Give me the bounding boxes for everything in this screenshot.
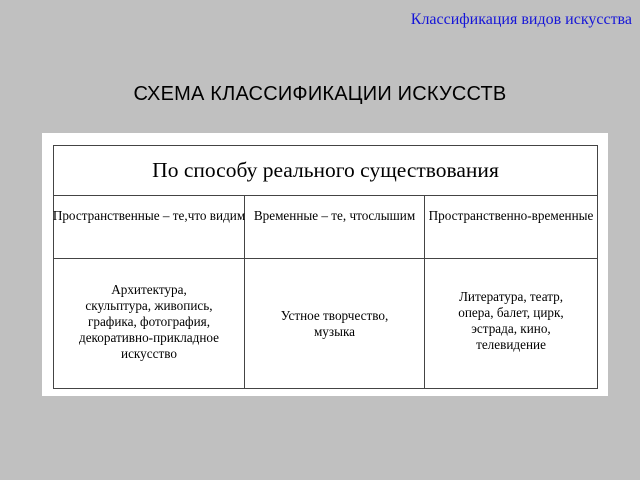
category-cell-spatial bbox=[54, 196, 245, 259]
cell-line: Временные – те, что bbox=[253, 208, 369, 223]
cell-line: декоративно-прикладное bbox=[78, 329, 219, 345]
cell-line: Литература, театр, bbox=[458, 288, 564, 304]
slide-header-topic: Классификация видов искусства bbox=[410, 11, 632, 28]
cell-line: скульптура, живопись, bbox=[85, 297, 213, 313]
table-heading: По способу реального существования bbox=[54, 146, 597, 196]
category-cell-temporal bbox=[245, 196, 425, 259]
slide-title: СХЕМА КЛАССИФИКАЦИИ ИСКУССТВ bbox=[133, 83, 507, 105]
cell-line: искусство bbox=[121, 345, 177, 361]
cell-line: временные bbox=[531, 208, 594, 223]
cell-line: Пространственные – те, bbox=[52, 208, 188, 223]
cell-line: Устное творчество, bbox=[280, 307, 389, 323]
cell-line: что видим bbox=[187, 208, 246, 223]
cell-line: Пространственно- bbox=[428, 208, 532, 223]
cell-line: музыка bbox=[313, 323, 356, 339]
examples-cell-spatiotemporal bbox=[425, 259, 597, 388]
examples-cell-temporal bbox=[245, 259, 425, 388]
examples-cell-spatial bbox=[54, 259, 245, 388]
classification-table-image bbox=[42, 133, 608, 396]
category-cell-spatiotemporal bbox=[425, 196, 597, 259]
cell-line: графика, фотография, bbox=[87, 313, 211, 329]
cell-line: слышим bbox=[368, 208, 416, 223]
classification-table bbox=[53, 145, 598, 389]
cell-line: опера, балет, цирк, bbox=[458, 304, 564, 320]
cell-line: эстрада, кино, bbox=[471, 320, 551, 336]
cell-line: Архитектура, bbox=[111, 281, 187, 297]
cell-line: телевидение bbox=[476, 336, 546, 352]
